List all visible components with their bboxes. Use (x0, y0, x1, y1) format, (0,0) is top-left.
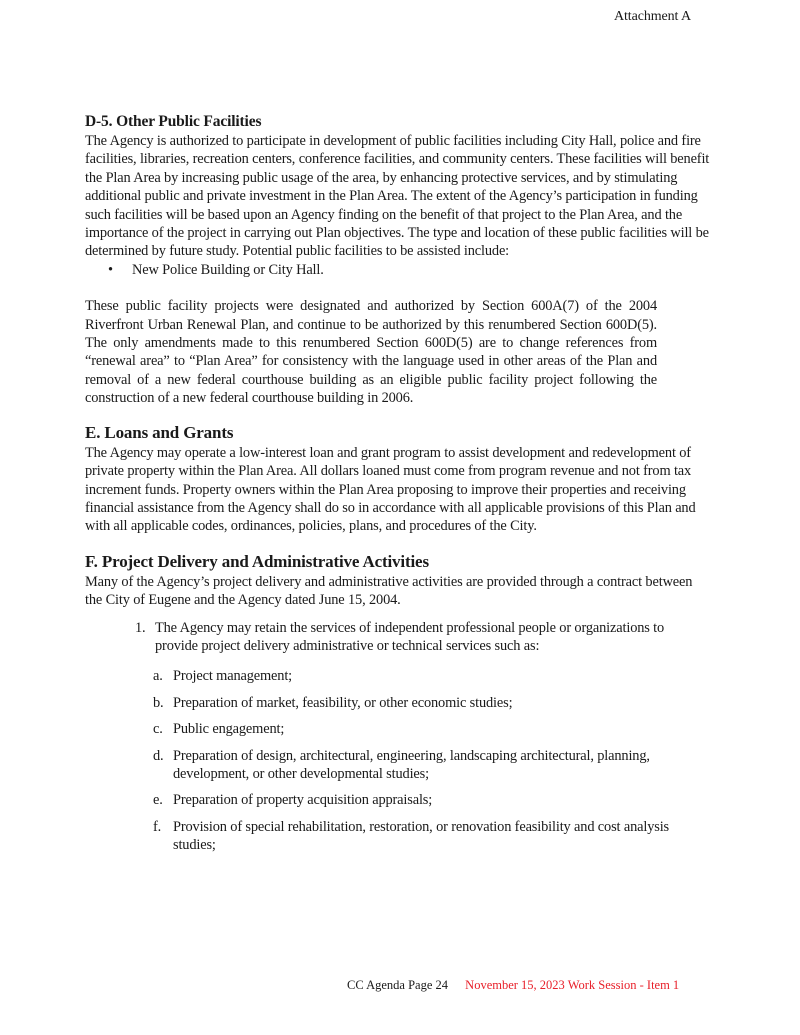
section-d5-paragraph: The Agency is authorized to participate in development of public facilities including City Hall, police and fire facilities, libraries, recreation centers, conference facilities, and community centers. These facilities will benefit the Plan Area by increasing public usage of the area, by enhancing protective services, and by stimulating additional public and private investment in the Plan Area. The extent of the Agency’s participation in funding such facilities will be based upon an Agency finding on the benefit of that project to the Plan Area, and the importance of the project in carrying out Plan objectives. The type and location of these public facilities will be determined by future study. Potential public facilities to be assisted include: (85, 133, 710, 260)
list-marker: e. (153, 792, 163, 809)
section-f-sub-list (85, 667, 710, 854)
list-item-text: Preparation of property acquisition appraisals; (173, 792, 433, 809)
section-d5-note: These public facility projects were designated and authorized by Section 600A(7) of the 2004 Riverfront Urban Renewal Plan, and continue to be authorized by this renumbered Section 600D(5). The only amendments made to this renumbered Section 600D(5) are to change references from “renewal area” to “Plan Area” for consistency with the language used in other areas of the Plan and removal of a new federal courthouse building as an eligible public facility project following the construction of a new federal courthouse building in 2006. (85, 298, 657, 407)
list-marker: b. (153, 694, 164, 711)
list-item (153, 720, 710, 738)
list-marker: 1. (135, 619, 146, 636)
list-item (153, 667, 710, 685)
section-f-numbered-list (85, 619, 710, 656)
list-marker: a. (153, 668, 163, 685)
list-item (135, 619, 710, 656)
list-item-text: New Police Building or City Hall. (132, 261, 324, 278)
list-marker: d. (153, 747, 164, 764)
list-item-text: Preparation of design, architectural, engineering, landscaping architectural, planning, development, or other developmental studies; (173, 747, 650, 782)
list-item-text: Project management; (173, 668, 293, 685)
attachment-label: Attachment A (614, 9, 691, 24)
list-item (153, 818, 710, 855)
list-item (85, 261, 710, 279)
list-marker: f. (153, 818, 162, 835)
agenda-page-label: CC Agenda Page 24 (347, 978, 449, 992)
list-item (153, 791, 710, 809)
section-d5-bullet-list (85, 261, 710, 279)
section-f-paragraph: Many of the Agency’s project delivery and administrative activities are provided through a contract between the City of Eugene and the Agency dated June 15, 2004. (85, 573, 693, 609)
list-item-text: Preparation of market, feasibility, or other economic studies; (173, 694, 513, 711)
list-item-text: The Agency may retain the services of independent professional people or organizations to provide project delivery administrative or technical services such as: (155, 619, 665, 654)
list-item (153, 747, 710, 784)
document-body (85, 112, 710, 863)
section-e-paragraph: The Agency may operate a low-interest loan and grant program to assist development and redevelopment of private property within the Plan Area. All dollars loaned must come from program revenue and not from tax increment funds. Property owners within the Plan Area proposing to improve their properties and receiving financial assistance from the Agency shall do so in accordance with all applicable provisions of this Plan and with all applicable codes, ordinances, policies, plans, and procedures of the City. (85, 444, 696, 535)
work-session-label: November 15, 2023 Work Session - Item 1 (465, 978, 680, 992)
list-marker: c. (153, 721, 163, 738)
section-e-heading: E. Loans and Grants (85, 422, 234, 442)
list-item-text: Public engagement; (173, 721, 285, 738)
bullet-icon: • (108, 261, 113, 278)
page-footer (347, 978, 679, 993)
section-d5-heading: D-5. Other Public Facilities (85, 113, 262, 130)
list-item (153, 694, 710, 712)
section-f-heading: F. Project Delivery and Administrative Activities (85, 551, 429, 571)
list-item-text: Provision of special rehabilitation, restoration, or renovation feasibility and cost analysis studies; (173, 818, 669, 854)
